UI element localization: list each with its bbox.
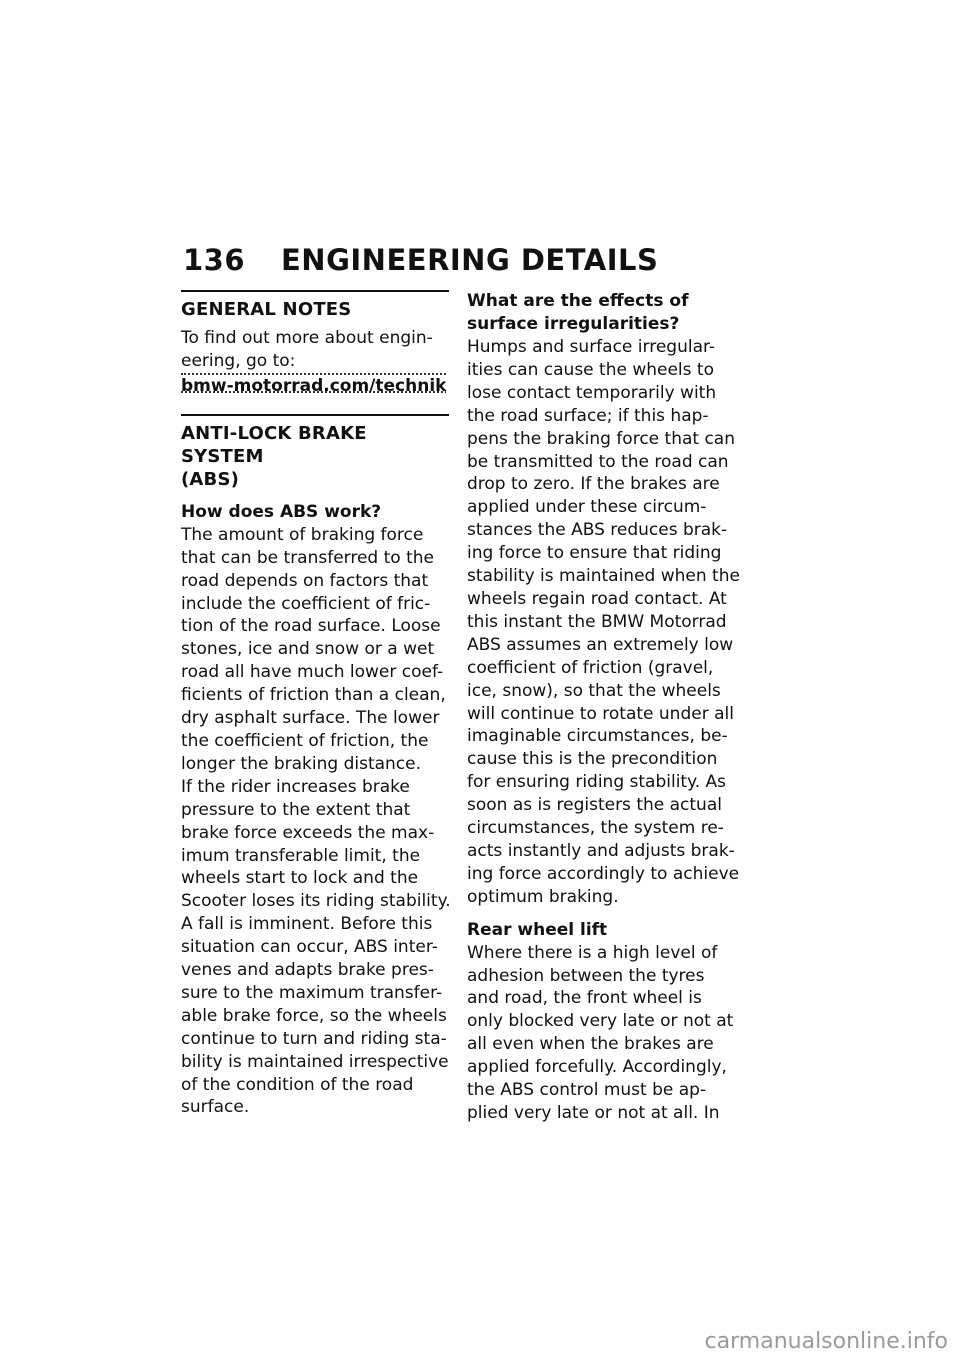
text-line: able brake force, so the wheels xyxy=(181,1005,447,1026)
text-line: and road, the front wheel is xyxy=(467,988,702,1009)
text-line: that can be transferred to the xyxy=(181,547,434,568)
text-line: only blocked very late or not at xyxy=(467,1011,734,1032)
page-header xyxy=(183,243,658,277)
text-line: ice, snow), so that the wheels xyxy=(467,680,721,701)
heading-line: What are the effects of xyxy=(467,291,689,311)
text-line: brake force exceeds the max- xyxy=(181,822,435,843)
section-divider xyxy=(181,290,449,292)
text-line: the road surface; if this hap- xyxy=(467,405,709,426)
text-line: pressure to the extent that xyxy=(181,799,411,820)
general-notes-heading: GENERAL NOTES xyxy=(181,299,352,320)
text-line: ficients of friction than a clean, xyxy=(181,685,446,706)
page-number: 136 xyxy=(183,243,246,277)
text-line: cause this is the precondition xyxy=(467,749,718,770)
right-column xyxy=(467,290,740,1125)
text-line: stances the ABS reduces brak- xyxy=(467,520,728,541)
left-column xyxy=(181,290,449,1119)
text-line: A fall is imminent. Before this xyxy=(181,914,433,935)
text-line: Where there is a high level of xyxy=(467,942,718,963)
effects-heading xyxy=(467,290,735,336)
how-abs-works-heading: How does ABS work? xyxy=(181,501,382,522)
text-line: wheels regain road contact. At xyxy=(467,588,727,609)
text-line: situation can occur, ABS inter- xyxy=(181,937,438,958)
text-line: ing force to ensure that riding xyxy=(467,543,722,564)
text-line: of the condition of the road xyxy=(181,1074,414,1095)
text-line: stones, ice and snow or a wet xyxy=(181,639,435,660)
text-line: wheels start to lock and the xyxy=(181,868,419,889)
how-abs-works-text xyxy=(181,524,449,1120)
text-line: soon as is registers the actual xyxy=(467,795,722,816)
text-line: ities can cause the wheels to xyxy=(467,359,714,380)
text-line: optimum braking. xyxy=(467,886,619,907)
text-line: surface. xyxy=(181,1097,250,1118)
text-line: imaginable circumstances, be- xyxy=(467,726,728,747)
text-line: longer the braking distance. xyxy=(181,753,422,774)
text-line: all even when the brakes are xyxy=(467,1034,714,1055)
section-divider xyxy=(181,414,449,416)
text-line: If the rider increases brake xyxy=(181,776,410,797)
text-line: the ABS control must be ap- xyxy=(467,1080,707,1101)
abs-heading xyxy=(181,422,449,491)
text-line: ABS assumes an extremely low xyxy=(467,634,734,655)
text-line: venes and adapts brake pres- xyxy=(181,960,434,981)
text-line: lose contact temporarily with xyxy=(467,382,717,403)
text-line: applied under these circum- xyxy=(467,497,707,518)
watermark: carmanualsonline.info xyxy=(704,1329,948,1354)
text-line: continue to turn and riding sta- xyxy=(181,1028,447,1049)
text-line: eering, go to: xyxy=(181,350,296,371)
text-line: bility is maintained irrespective xyxy=(181,1051,449,1072)
text-line: include the coefficient of fric- xyxy=(181,593,431,614)
effects-text xyxy=(467,336,740,909)
heading-line: (ABS) xyxy=(181,468,240,490)
text-line: acts instantly and adjusts brak- xyxy=(467,840,735,861)
text-line: applied forcefully. Accordingly, xyxy=(467,1057,727,1078)
text-line: Scooter loses its riding stability. xyxy=(181,891,451,912)
heading-line: surface irregularities? xyxy=(467,314,680,334)
text-line: adhesion between the tyres xyxy=(467,965,705,986)
heading-line: ANTI-LOCK BRAKE SYSTEM xyxy=(181,422,367,467)
text-line: The amount of braking force xyxy=(181,524,424,545)
text-line: for ensuring riding stability. As xyxy=(467,772,727,793)
rear-wheel-lift-heading: Rear wheel lift xyxy=(467,919,608,940)
text-line: sure to the maximum transfer- xyxy=(181,982,443,1003)
text-line: ing force accordingly to achieve xyxy=(467,863,740,884)
text-line: coefficient of friction (gravel, xyxy=(467,657,714,678)
text-line: drop to zero. If the brakes are xyxy=(467,474,720,495)
text-line: road all have much lower coef- xyxy=(181,662,444,683)
text-line: tion of the road surface. Loose xyxy=(181,616,441,637)
text-line: stability is maintained when the xyxy=(467,566,740,587)
text-line: will continue to rotate under all xyxy=(467,703,734,724)
text-line: plied very late or not at all. In xyxy=(467,1103,720,1123)
text-line: dry asphalt surface. The lower xyxy=(181,708,440,729)
technik-link[interactable]: bmw-motorrad.com/technik xyxy=(181,373,446,398)
text-line: To find out more about engin- xyxy=(181,328,433,348)
page-title: ENGINEERING DETAILS xyxy=(281,243,659,277)
text-line: imum transferable limit, the xyxy=(181,845,421,866)
text-line: circumstances, the system re- xyxy=(467,818,724,839)
text-line: road depends on factors that xyxy=(181,570,429,591)
rear-wheel-lift-text xyxy=(467,942,735,1125)
general-notes-text xyxy=(181,327,449,373)
text-line: the coefficient of friction, the xyxy=(181,730,429,751)
text-line: this instant the BMW Motorrad xyxy=(467,611,727,632)
text-line: Humps and surface irregular- xyxy=(467,337,716,357)
text-line: pens the braking force that can xyxy=(467,428,735,449)
text-line: be transmitted to the road can xyxy=(467,451,729,472)
